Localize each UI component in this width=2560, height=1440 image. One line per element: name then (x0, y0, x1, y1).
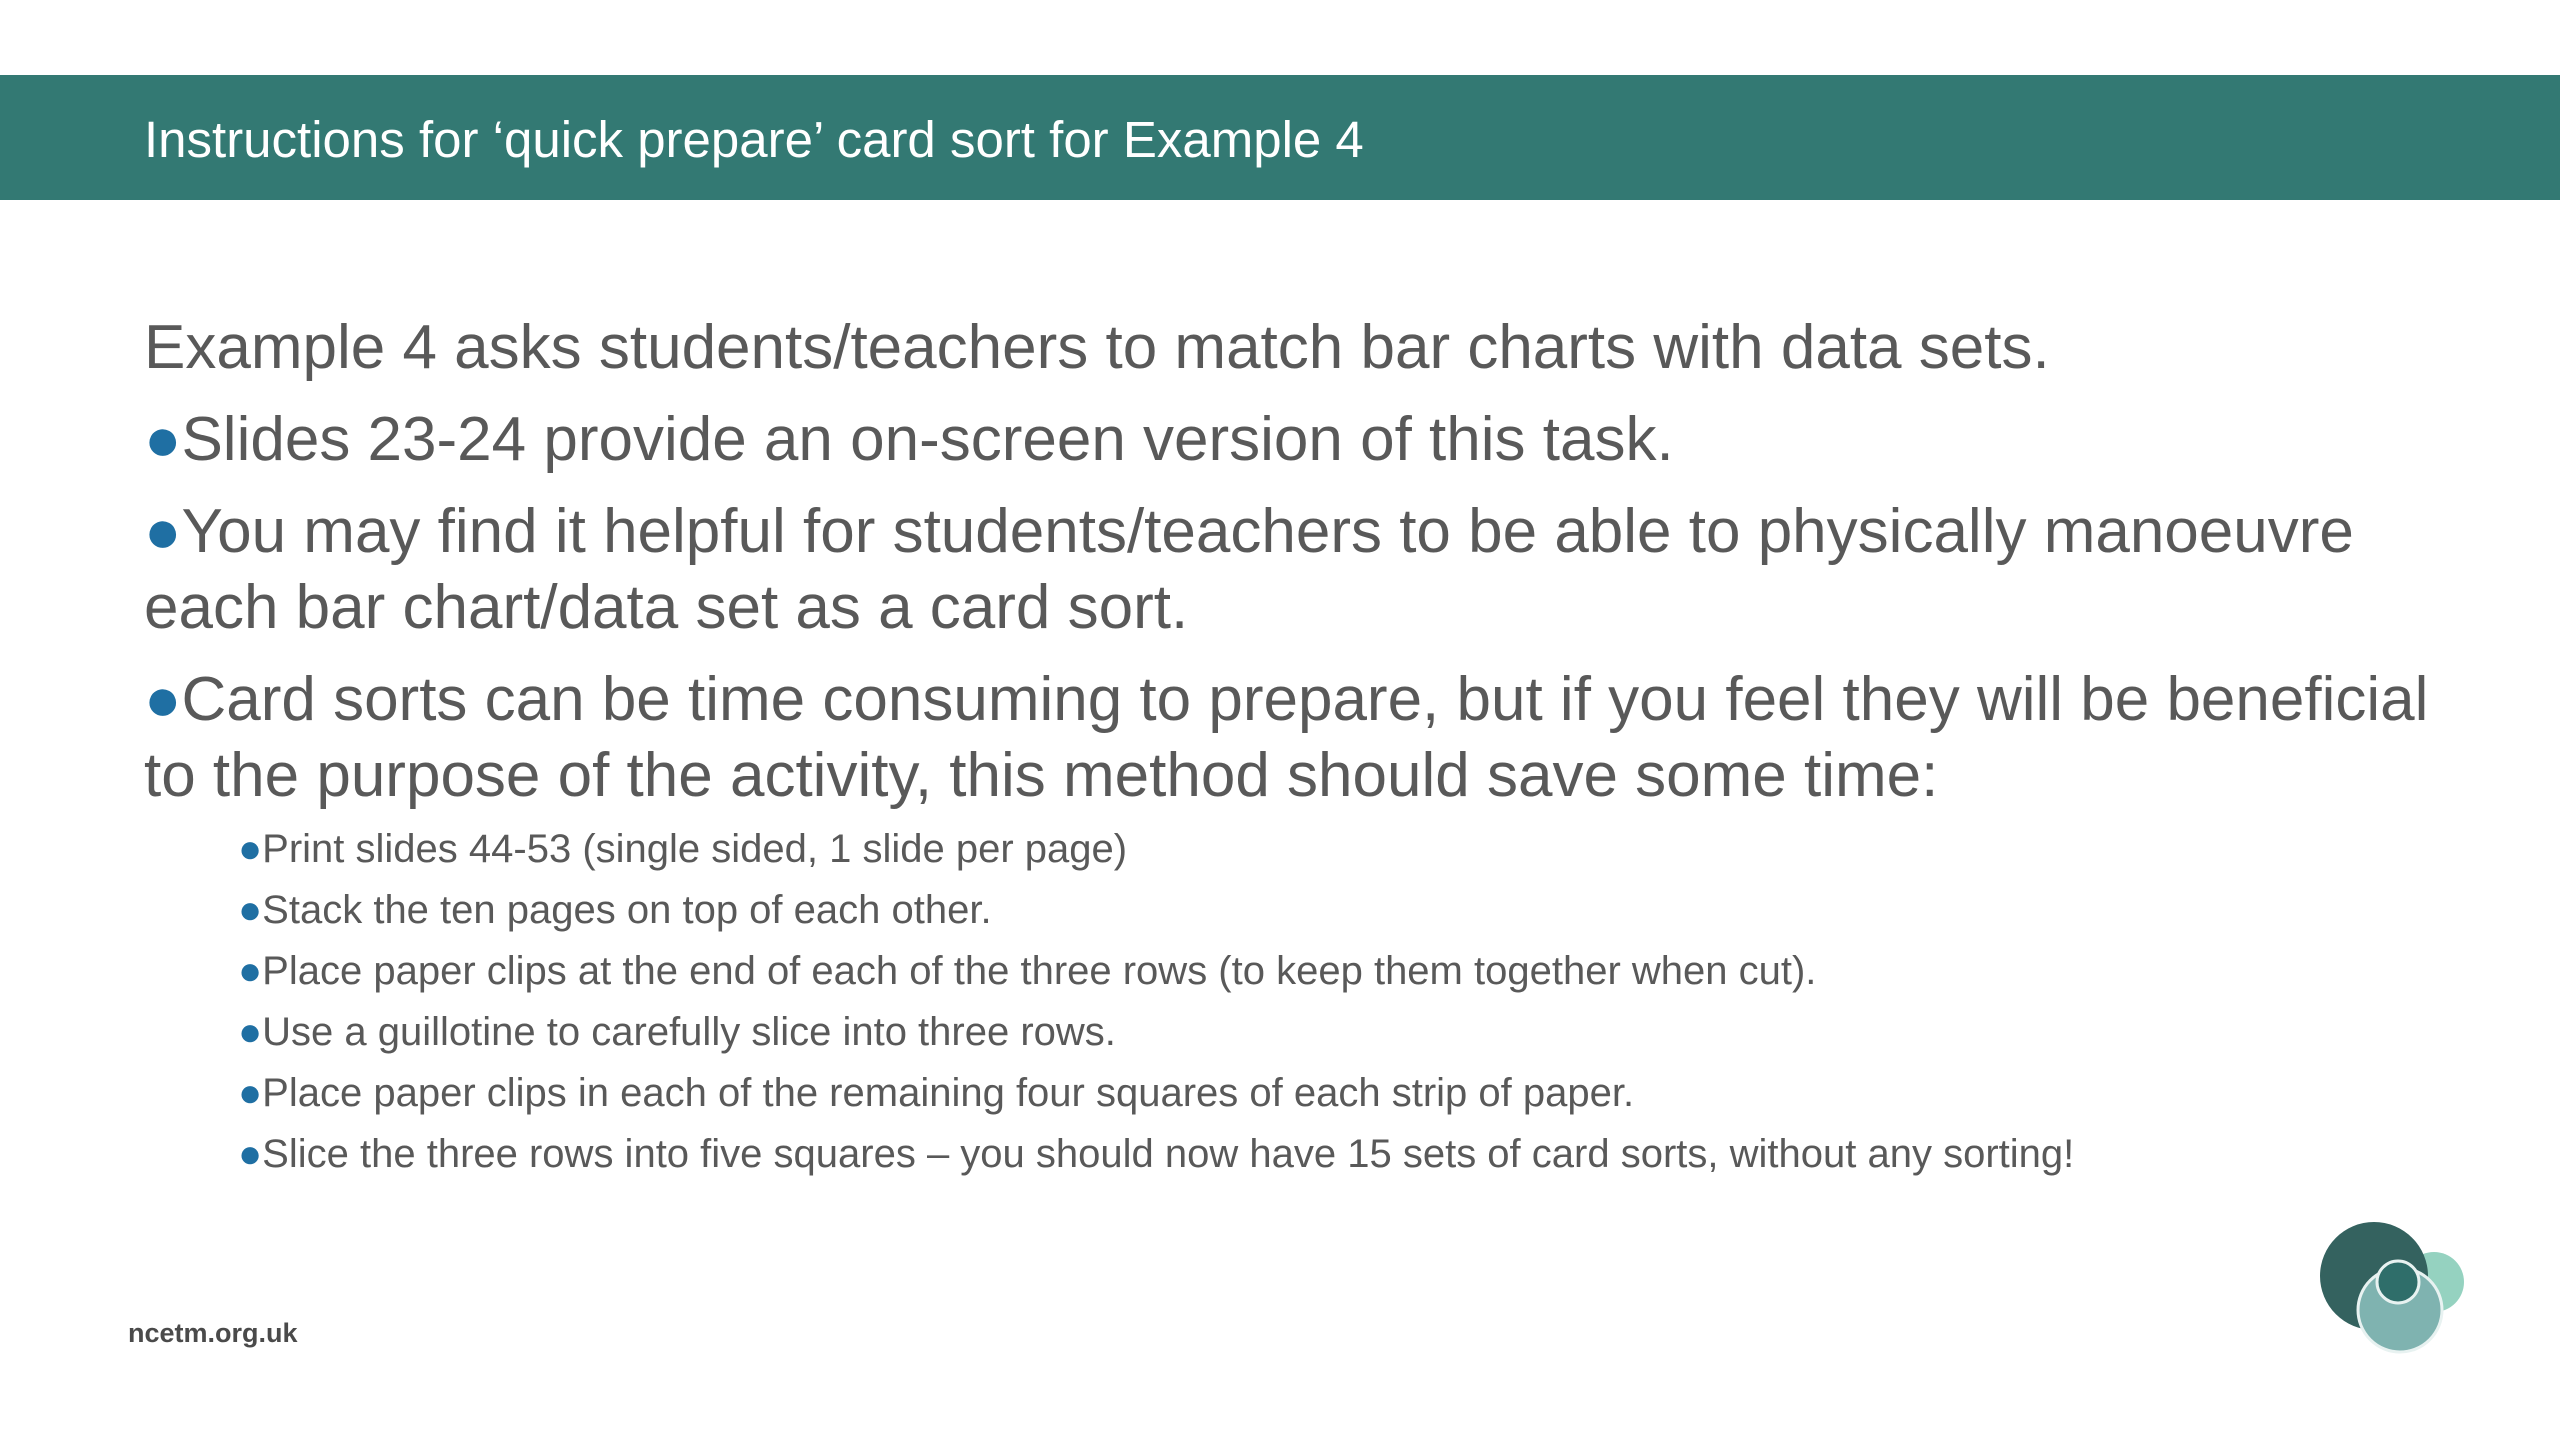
step-text: Place paper clips at the end of each of the three rows (to keep them together when cut). (262, 949, 1817, 993)
slide-body (144, 310, 2434, 1190)
footer-url: ncetm.org.uk (128, 1318, 298, 1348)
slide-title: Instructions for ‘quick prepare’ card sort for Example 4 (144, 111, 1364, 168)
ncetm-logo-icon (2318, 1220, 2468, 1360)
step-item (238, 1007, 2434, 1057)
step-text: Slice the three rows into five squares – you should now have 15 sets of card sorts, without any sorting! (262, 1132, 2075, 1176)
step-item (238, 946, 2434, 996)
bullet-text: Card sorts can be time consuming to prepare, but if you feel they will be beneficial to the purpose of the activity, this method should save some time: (144, 665, 2429, 810)
bullet-item (144, 662, 2434, 814)
step-dot: ● (238, 949, 263, 993)
bullet-item (144, 494, 2434, 646)
step-text: Stack the ten pages on top of each other. (262, 888, 992, 932)
step-text: Use a guillotine to carefully slice into three rows. (262, 1010, 1116, 1054)
step-text: Place paper clips in each of the remaining four squares of each strip of paper. (262, 1071, 1635, 1115)
bullet-item (144, 402, 2434, 478)
step-item (238, 824, 2434, 874)
step-dot: ● (238, 827, 263, 871)
bullet-dot: ● (144, 665, 182, 734)
bullet-text: You may find it helpful for students/teachers to be able to physically manoeuvre each bar chart/data set as a card sort. (144, 497, 2354, 642)
bullet-dot: ● (144, 497, 182, 566)
step-dot: ● (238, 1071, 263, 1115)
step-dot: ● (238, 888, 263, 932)
steps-list (144, 824, 2434, 1179)
intro-paragraph: Example 4 asks students/teachers to match bar charts with data sets. (144, 313, 2050, 382)
step-item (238, 885, 2434, 935)
step-dot: ● (238, 1132, 263, 1176)
bullet-dot: ● (144, 405, 182, 474)
bullet-text: Slides 23-24 provide an on-screen version of this task. (181, 405, 1674, 474)
step-item (238, 1068, 2434, 1118)
step-item (238, 1129, 2434, 1179)
step-dot: ● (238, 1010, 263, 1054)
step-text: Print slides 44-53 (single sided, 1 slide per page) (262, 827, 1128, 871)
